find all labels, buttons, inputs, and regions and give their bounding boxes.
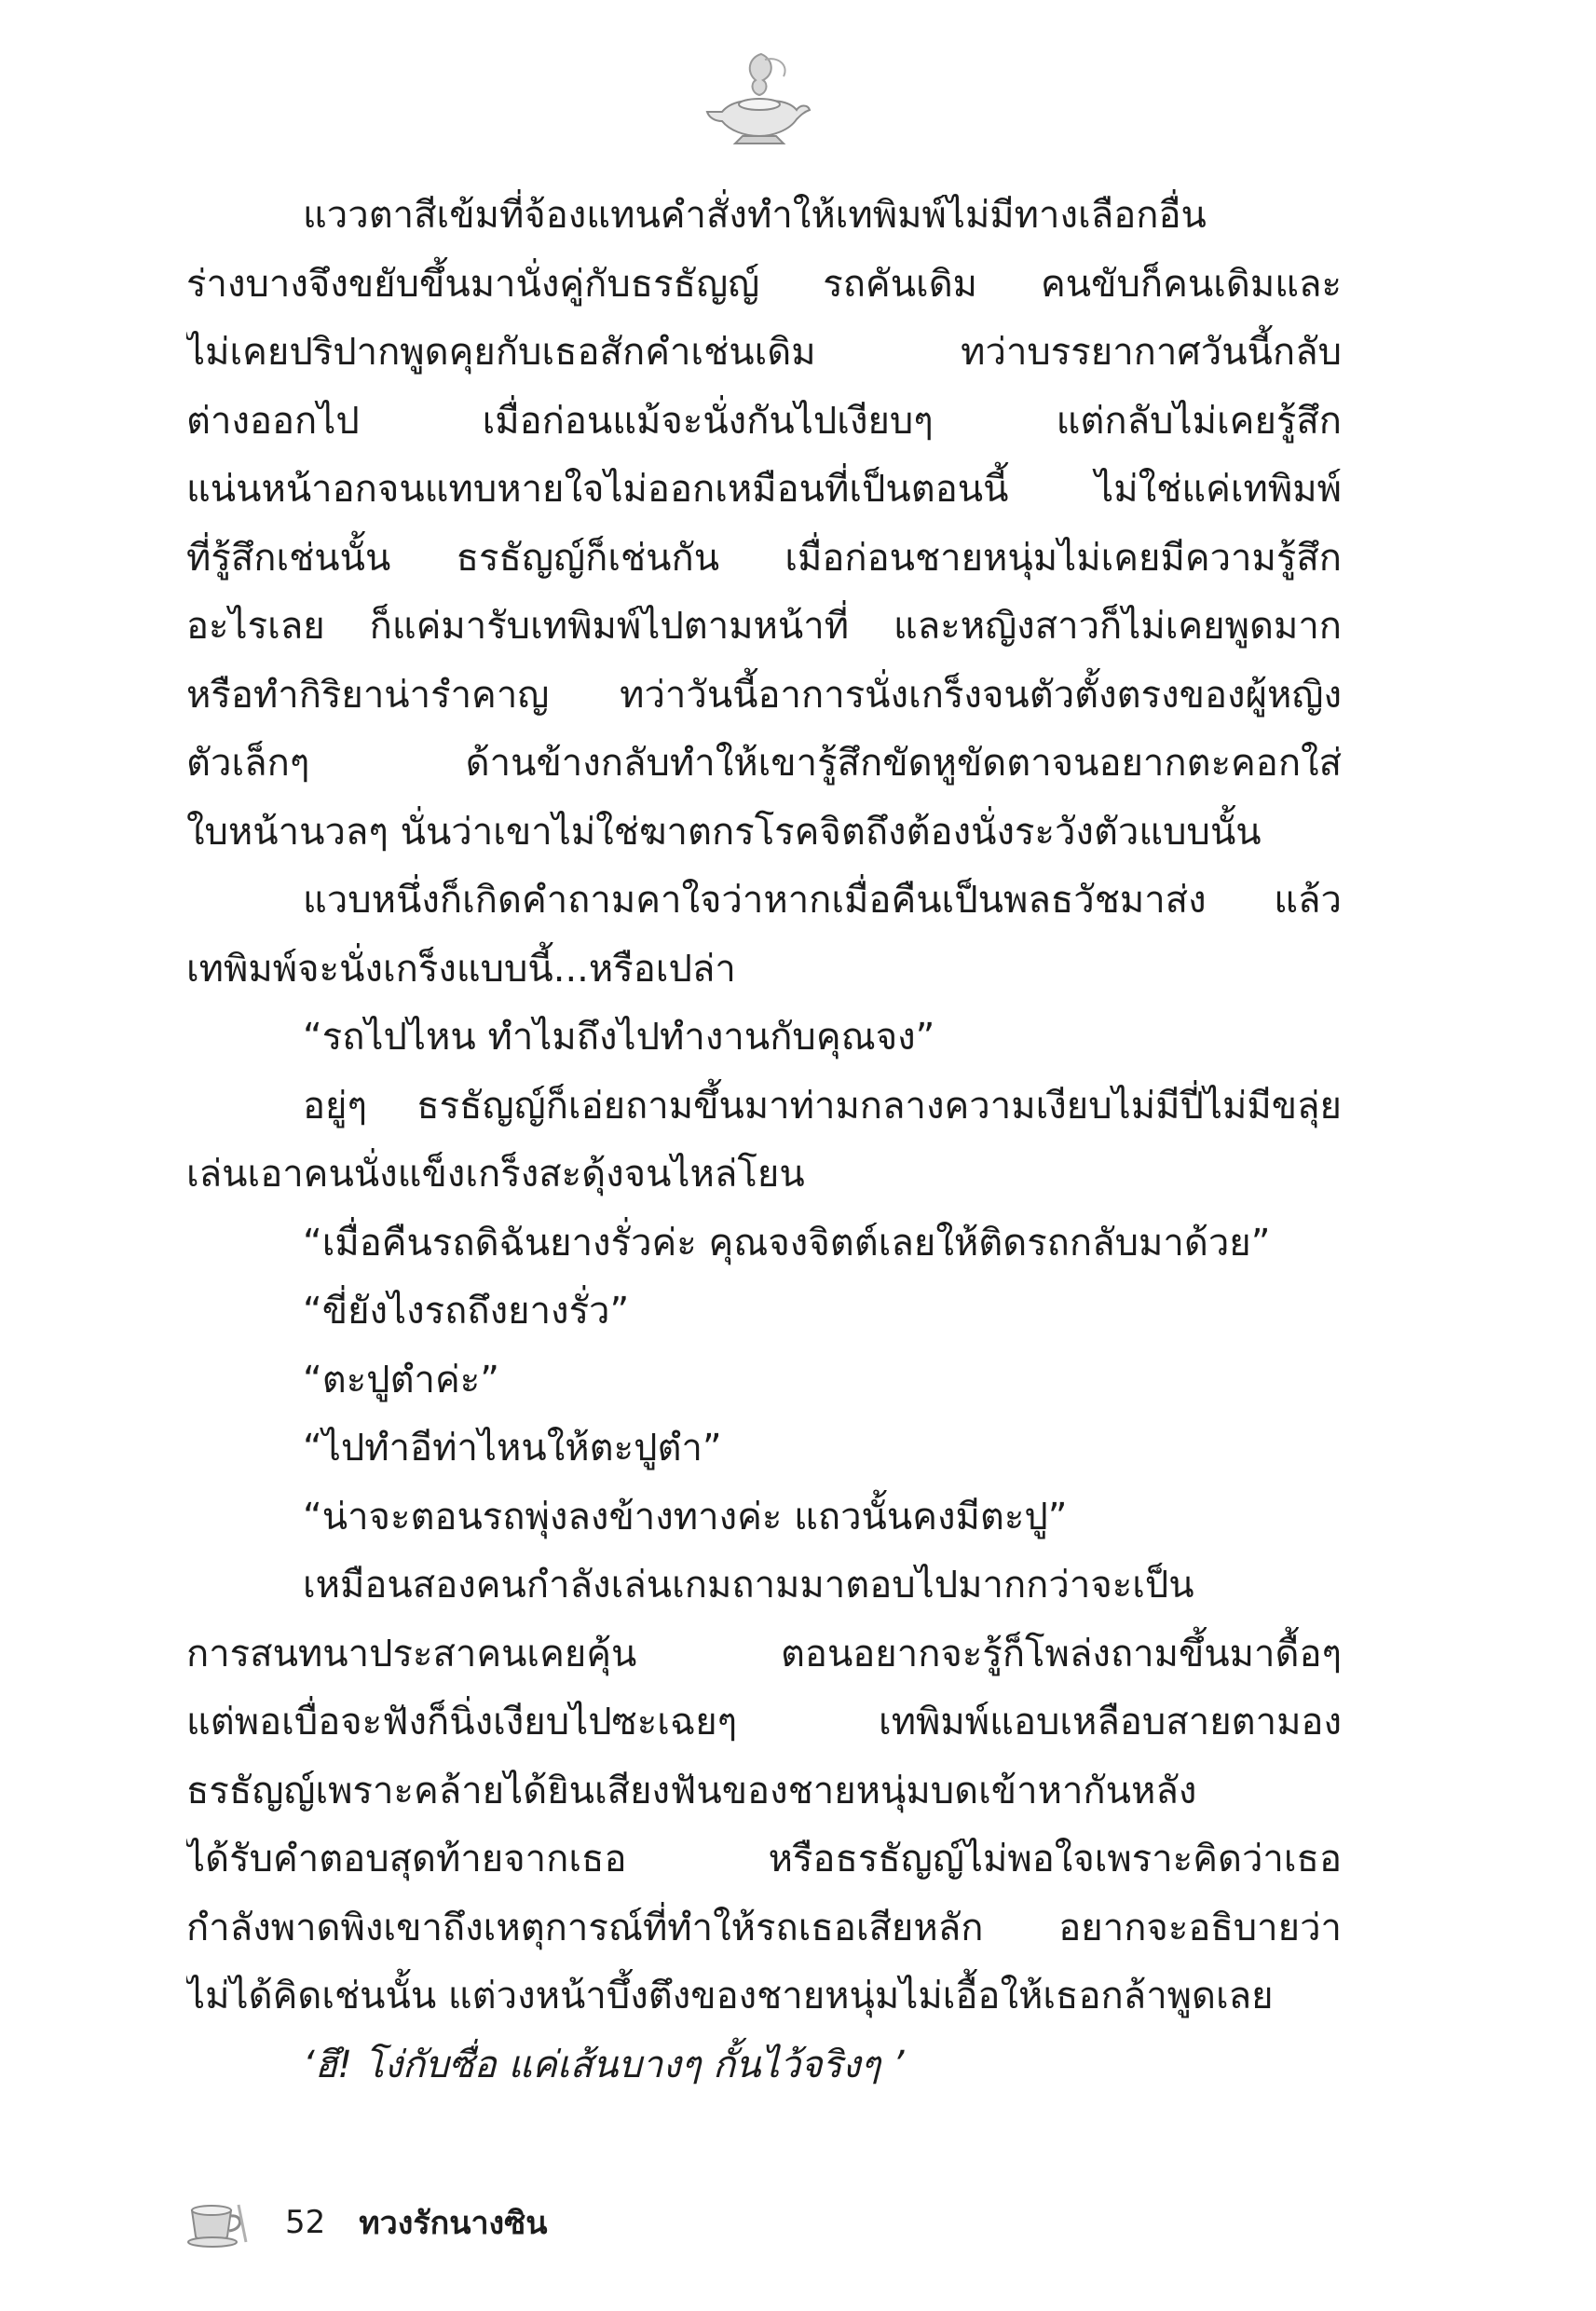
paragraph-line: เหมือนสองคนกำลังเล่นเกมถามมาตอบไปมากกว่าจะเป็น xyxy=(303,1564,1194,1607)
paragraph-line: การสนทนาประสาคนเคยคุ้น ตอนอยากจะรู้ก็โพล่งถามขึ้นมาดื้อๆ xyxy=(186,1632,1342,1675)
thought-line: ‘ฮึ! โง่กับซื่อ แค่เส้นบางๆ กั้นไว้จริงๆ ’ xyxy=(303,2043,905,2086)
paragraph-line: แต่พอเบื่อจะฟังก็นิ่งเงียบไปซะเฉยๆ เทพิมพ์แอบเหลือบสายตามอง xyxy=(186,1701,1342,1744)
paragraph-line: เทพิมพ์จะนั่งเกร็งแบบนี้...หรือเปล่า xyxy=(186,947,736,991)
dialogue-line: “ขี่ยังไงรถถึงยางรั่ว” xyxy=(303,1290,630,1333)
paragraph-line: เล่นเอาคนนั่งแข็งเกร็งสะดุ้งจนไหล่โยน xyxy=(186,1153,805,1196)
paragraph-line: ไม่ได้คิดเช่นนั้น แต่วงหน้าบึ้งตึงของชายหนุ่มไม่เอื้อให้เธอกล้าพูดเลย xyxy=(186,1975,1274,2017)
paragraph-line: แน่นหน้าอกจนแทบหายใจไม่ออกเหมือนที่เป็นตอนนี้ ไม่ใช่แค่เทพิมพ์ xyxy=(186,468,1342,511)
dialogue-line: “เมื่อคืนรถดิฉันยางรั่วค่ะ คุณจงจิตต์เลยให้ติดรถกลับมาด้วย” xyxy=(303,1221,1271,1265)
paragraph-line: ใบหน้านวลๆ นั่นว่าเขาไม่ใช่ฆาตกรโรคจิตถึงต้องนั่งระวังตัวแบบนั้น xyxy=(186,810,1262,854)
dialogue-line: “ไปทำอีท่าไหนให้ตะปูตำ” xyxy=(303,1427,722,1470)
page-number: 52 xyxy=(285,2204,326,2241)
paragraph-line: ร่างบางจึงขยับขึ้นมานั่งคู่กับธรธัญญ์ รถคันเดิม คนขับก็คนเดิมและ xyxy=(186,262,1342,306)
genie-lamp-icon xyxy=(703,47,815,149)
paragraph-line: แววตาสีเข้มที่จ้องแทนคำสั่งทำให้เทพิมพ์ไม่มีทางเลือกอื่น xyxy=(303,194,1207,237)
body-text xyxy=(186,182,1342,2099)
paragraph-line: กำลังพาดพิงเขาถึงเหตุการณ์ที่ทำให้รถเธอเสียหลัก อยากจะอธิบายว่า xyxy=(186,1906,1342,1949)
teacup-icon xyxy=(186,2197,252,2249)
book-title: ทวงรักนางซิน xyxy=(359,2205,548,2242)
dialogue-line: “รถไปไหน ทำไมถึงไปทำงานกับคุณจง” xyxy=(303,1016,935,1059)
paragraph-line: ธรธัญญ์เพราะคล้ายได้ยินเสียงฟันของชายหนุ่มบดเข้าหากันหลัง xyxy=(186,1769,1197,1812)
dialogue-line: “ตะปูตำค่ะ” xyxy=(303,1358,499,1402)
paragraph-line: ตัวเล็กๆ ด้านข้างกลับทำให้เขารู้สึกขัดหูขัดตาจนอยากตะคอกใส่ xyxy=(186,742,1342,785)
paragraph-line: หรือทำกิริยาน่ารำคาญ ทว่าวันนี้อาการนั่งเกร็งจนตัวตั้งตรงของผู้หญิง xyxy=(186,673,1342,717)
page-footer xyxy=(186,2195,547,2250)
dialogue-line: “น่าจะตอนรถพุ่งลงข้างทางค่ะ แถวนั้นคงมีตะปู” xyxy=(303,1495,1068,1538)
paragraph-line: อะไรเลย ก็แค่มารับเทพิมพ์ไปตามหน้าที่ และหญิงสาวก็ไม่เคยพูดมาก xyxy=(186,605,1342,648)
paragraph-line: ที่รู้สึกเช่นนั้น ธรธัญญ์ก็เช่นกัน เมื่อก่อนชายหนุ่มไม่เคยมีความรู้สึก xyxy=(186,536,1342,580)
paragraph-line: แวบหนึ่งก็เกิดคำถามคาใจว่าหากเมื่อคืนเป็นพลธวัชมาส่ง แล้ว xyxy=(303,879,1342,922)
paragraph-line: ต่างออกไป เมื่อก่อนแม้จะนั่งกันไปเงียบๆ แต่กลับไม่เคยรู้สึก xyxy=(186,399,1342,443)
paragraph-line: อยู่ๆ ธรธัญญ์ก็เอ่ยถามขึ้นมาท่ามกลางความเงียบไม่มีปี่ไม่มีขลุ่ย xyxy=(303,1084,1342,1128)
paragraph-line: ไม่เคยปริปากพูดคุยกับเธอสักคำเช่นเดิม ทว่าบรรยากาศวันนี้กลับ xyxy=(186,331,1342,374)
paragraph-line: ได้รับคำตอบสุดท้ายจากเธอ หรือธรธัญญ์ไม่พอใจเพราะคิดว่าเธอ xyxy=(186,1838,1342,1880)
